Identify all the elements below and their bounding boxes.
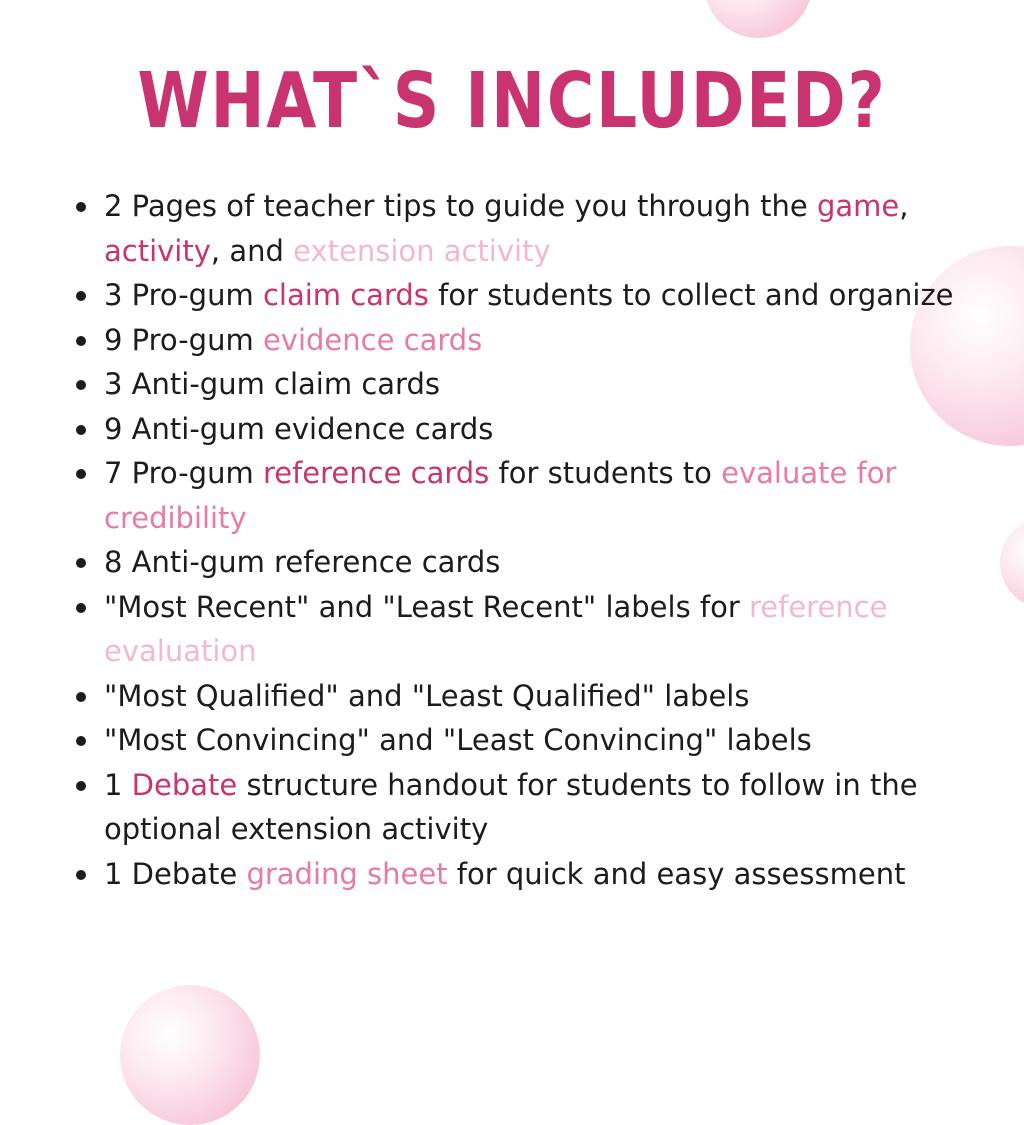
list-item-text: "Most Recent" and "Least Recent" labels for	[104, 589, 749, 624]
highlighted-text: reference evaluation	[104, 589, 888, 668]
list-item-text: 1	[104, 767, 132, 802]
highlighted-text: evaluate for credibility	[104, 456, 897, 535]
list-item	[72, 540, 972, 585]
highlighted-text: claim cards	[262, 278, 429, 312]
list-item	[72, 451, 972, 540]
list-item	[72, 674, 972, 719]
decorative-bubble	[1000, 518, 1024, 608]
highlighted-text: evidence cards	[262, 322, 483, 357]
highlighted-text: extension activity	[293, 233, 551, 268]
list-item	[72, 184, 972, 273]
list-item-text: 7 Pro-gum	[104, 456, 263, 490]
list-item-text: 8 Anti-gum reference cards	[104, 545, 501, 579]
highlighted-text: grading sheet	[246, 856, 448, 891]
decorative-bubble	[120, 985, 260, 1125]
highlighted-text: Debate	[131, 767, 238, 802]
list-item-text: "Most Qualified" and "Least Qualified" labels	[104, 678, 750, 713]
list-item	[72, 318, 972, 363]
highlighted-text: reference cards	[262, 456, 490, 490]
list-item	[72, 763, 972, 852]
list-item	[72, 362, 972, 407]
list-item-text: 2 Pages of teacher tips to guide you through the	[104, 189, 817, 223]
list-item-text: for quick and easy assessment	[447, 856, 906, 891]
list-item	[72, 852, 972, 897]
list-item-text: 3 Anti-gum claim cards	[104, 367, 440, 401]
highlighted-text: activity	[104, 233, 211, 268]
list-item-text: for students to	[489, 456, 722, 490]
list-item-text: "Most Convincing" and "Least Convincing" labels	[104, 723, 812, 757]
list-item	[72, 407, 972, 452]
list-item	[72, 718, 972, 763]
list-item-text: 3 Pro-gum	[104, 278, 263, 312]
list-item-text: , and	[210, 233, 294, 268]
decorative-bubble	[704, 0, 812, 38]
list-item	[72, 273, 972, 318]
list-item	[72, 585, 972, 674]
list-item-text: 9 Anti-gum evidence cards	[104, 411, 494, 446]
included-items-list	[72, 184, 972, 896]
highlighted-text: game	[816, 189, 900, 223]
list-item-text: 1 Debate	[104, 856, 247, 891]
page-title: WHAT`S INCLUDED?	[137, 57, 887, 146]
list-item-text: for students to collect and organize	[428, 278, 954, 312]
list-item-text: ,	[899, 189, 909, 223]
list-item-text: structure handout for students to follow in the optional extension activity	[104, 767, 918, 846]
list-item-text: 9 Pro-gum	[104, 322, 263, 357]
